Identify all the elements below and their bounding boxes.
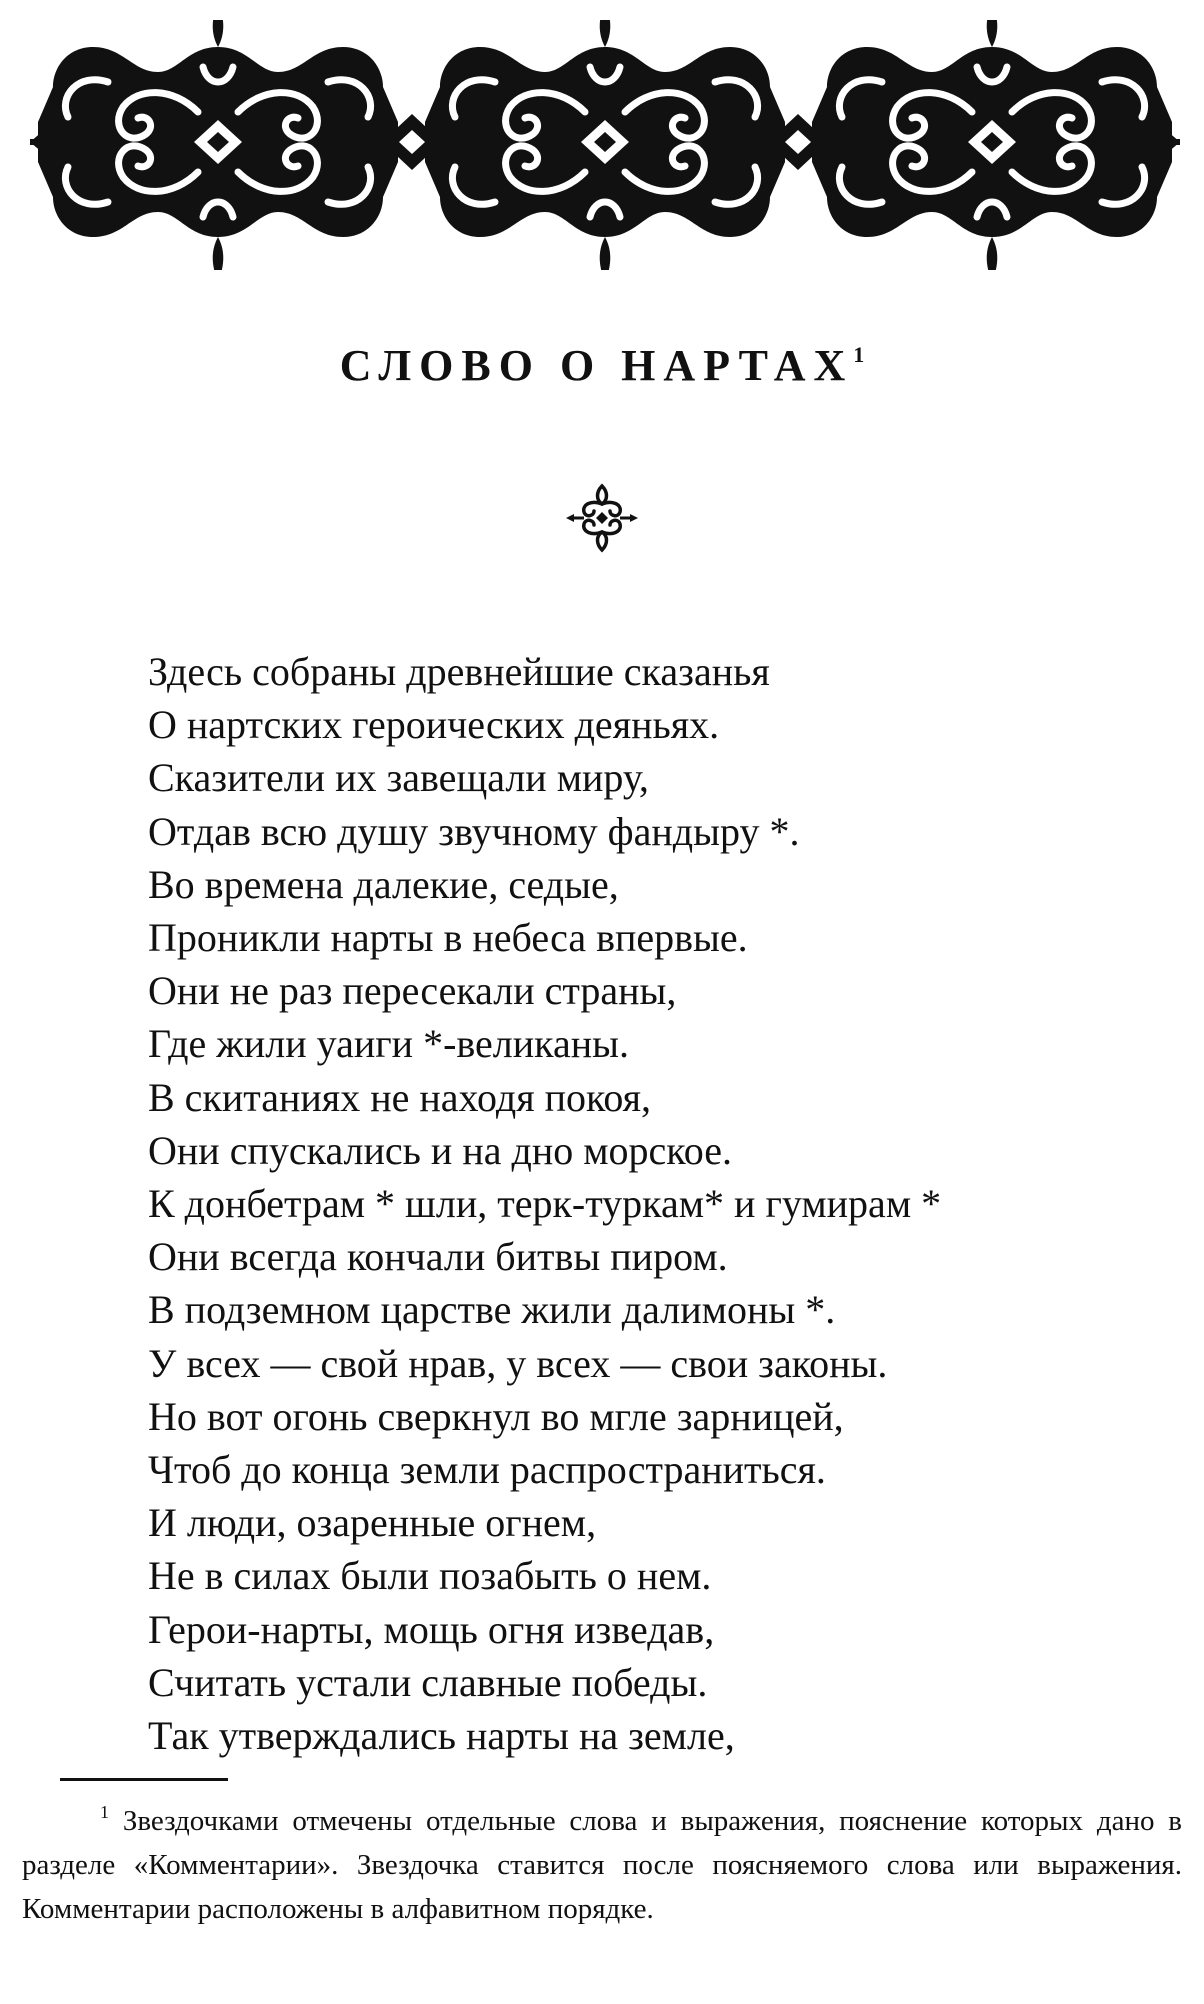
poem-line: Они всегда кончали битвы пиром.: [148, 1234, 728, 1280]
poem-line: К донбетрам * шли, терк-туркам* и гумирам *: [148, 1181, 942, 1227]
header-ornament-band: [30, 20, 1180, 270]
poem-line: Отдав всю душу звучному фандыру *.: [148, 808, 800, 854]
poem-line: Сказители их завещали миру,: [148, 755, 649, 801]
title-footnote-mark: 1: [853, 342, 865, 367]
poem-line: Проникли нарты в небеса впервые.: [148, 915, 748, 961]
poem-line: И люди, озаренные огнем,: [148, 1500, 597, 1546]
poem-line: У всех — свой нрав, у всех — свои законы.: [148, 1340, 888, 1386]
poem-line: Так утверждались нарты на земле,: [148, 1713, 735, 1759]
poem-line: В скитаниях не находя покоя,: [148, 1074, 652, 1120]
page-title-text: СЛОВО О НАРТАХ: [339, 341, 854, 390]
small-scroll-ornament-icon: [552, 478, 652, 558]
poem-line: Но вот огонь сверкнул во мгле зарницей,: [148, 1393, 844, 1439]
poem-line: Герои-нарты, мощь огня изведав,: [148, 1606, 715, 1652]
poem-line: Считать устали славные победы.: [148, 1659, 708, 1705]
footnote-separator: [60, 1778, 228, 1781]
poem-line: Чтоб до конца земли распространиться.: [148, 1447, 826, 1493]
footnote-text: Звездочками отмечены отдельные слова и выражения, пояснение которых дано в разделе «Комментарии». Звездочка ставится после поясняемого слова или выражения. Комментарии расположены в алфавитном порядке.: [22, 1805, 1182, 1925]
poem-line: Они спускались и на дно морское.: [148, 1127, 732, 1173]
poem: [148, 645, 1148, 1762]
poem-line: Где жили уаиги *-великаны.: [148, 1021, 630, 1067]
page-title: [0, 340, 1204, 391]
poem-line: Здесь собраны древнейшие сказанья: [148, 649, 770, 694]
poem-line: О нартских героических деяньях.: [148, 702, 720, 748]
poem-line: Не в силах были позабыть о нем.: [148, 1553, 712, 1599]
footnote: [22, 1790, 1182, 1931]
footnote-mark: 1: [100, 1802, 109, 1822]
poem-line: В подземном царстве жили далимоны *.: [148, 1287, 836, 1333]
poem-line: Они не раз пересекали страны,: [148, 968, 677, 1014]
poem-line: Во времена далекие, седые,: [148, 861, 619, 907]
